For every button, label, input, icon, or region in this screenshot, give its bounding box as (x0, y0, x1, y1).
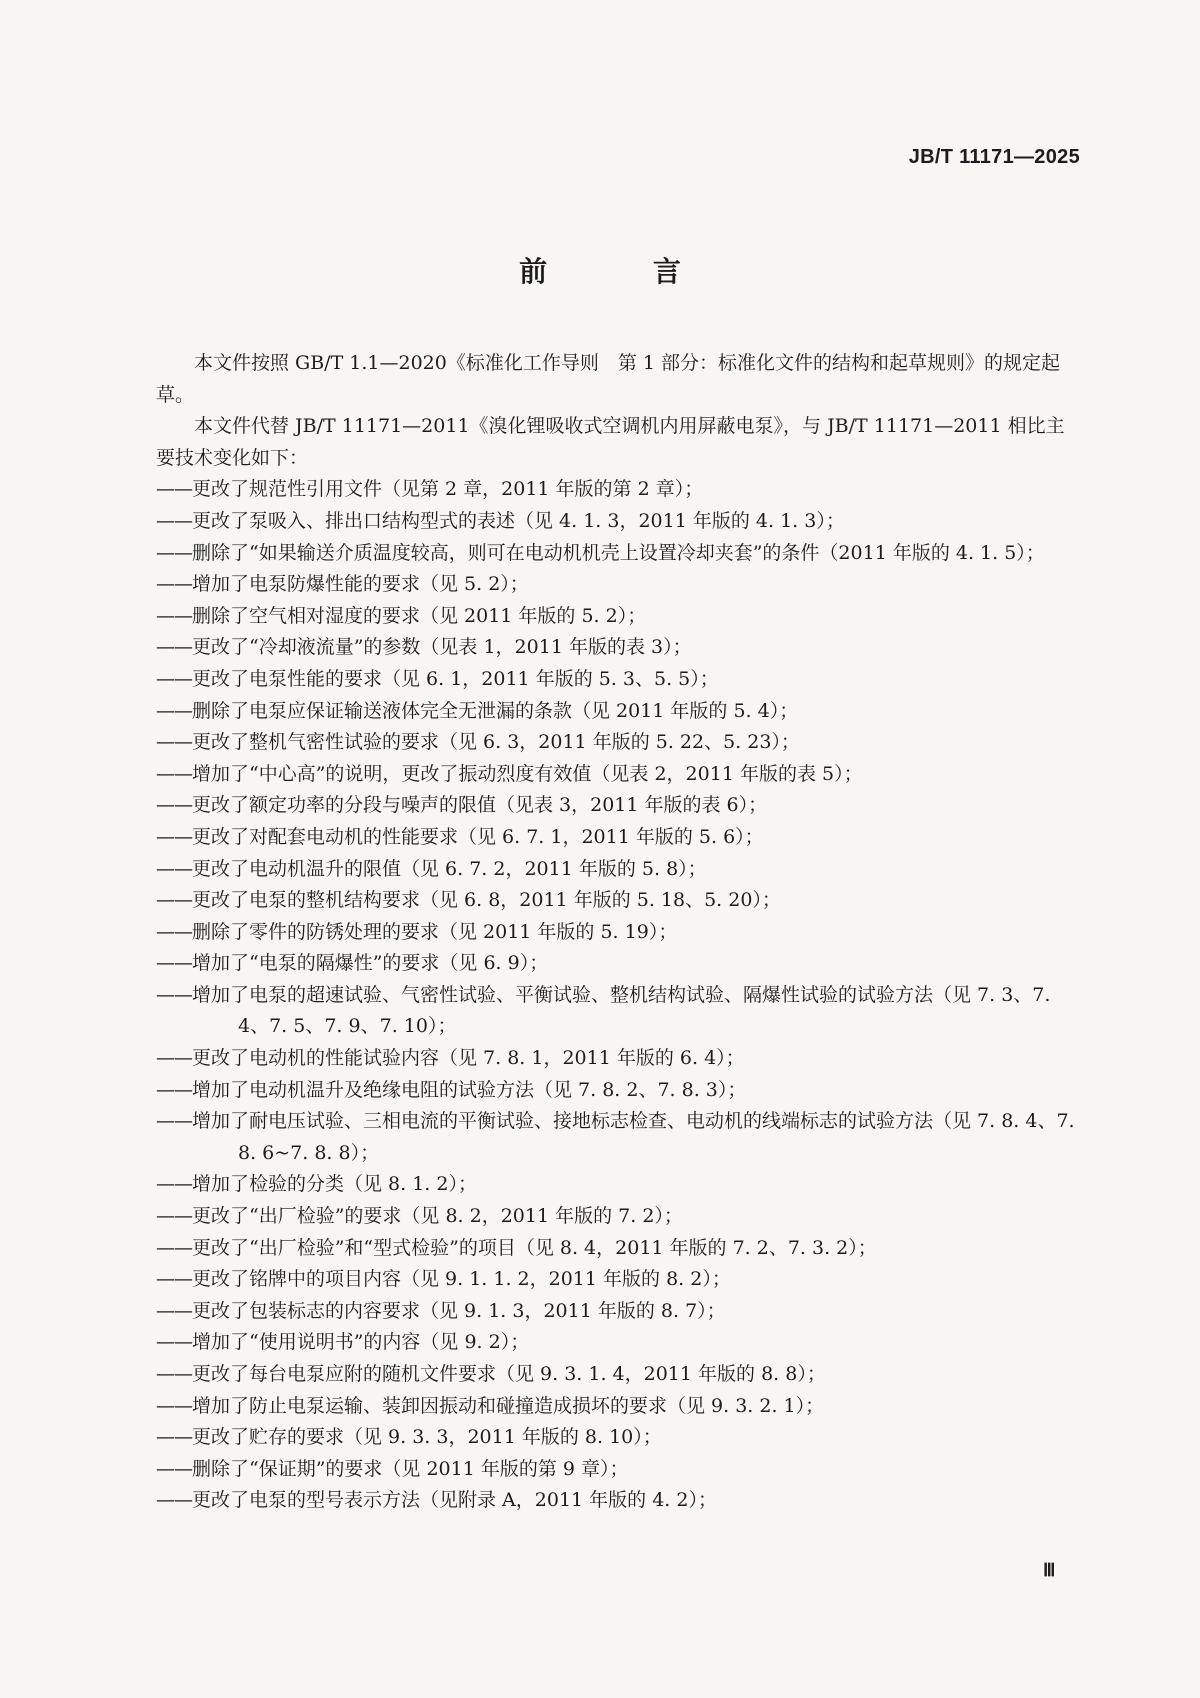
em-dash-marker: —— (156, 667, 192, 690)
change-item (156, 1106, 1082, 1169)
change-text: 更改了“冷却液流量”的参数（见表 1，2011 年版的表 3）； (192, 636, 692, 659)
change-text: 删除了电泵应保证输送液体完全无泄漏的条款（见 2011 年版的 5. 4）； (192, 699, 799, 722)
change-item (156, 1327, 1082, 1359)
em-dash-marker: —— (156, 1394, 192, 1417)
em-dash-marker: —— (156, 1331, 192, 1354)
em-dash-marker: —— (156, 1489, 192, 1512)
standard-code: JB/T 11171—2025 (908, 146, 1080, 168)
change-text: 更改了电泵的型号表示方法（见附录 A，2011 年版的 4. 2）； (192, 1489, 717, 1512)
change-item (156, 948, 1082, 980)
change-item (156, 474, 1082, 506)
change-item (156, 917, 1082, 949)
change-item (156, 980, 1082, 1043)
em-dash-marker: —— (156, 762, 192, 785)
em-dash-marker: —— (156, 1047, 192, 1070)
change-item (156, 1391, 1082, 1423)
em-dash-marker: —— (156, 604, 192, 627)
change-item (156, 790, 1082, 822)
change-text: 更改了对配套电动机的性能要求（见 6. 7. 1，2011 年版的 5. 6）； (192, 825, 764, 848)
em-dash-marker: —— (156, 509, 192, 532)
page-number: Ⅲ (1043, 1560, 1056, 1580)
change-text: 删除了空气相对湿度的要求（见 2011 年版的 5. 2）； (192, 604, 647, 627)
change-text: 删除了“保证期”的要求（见 2011 年版的第 9 章）； (192, 1457, 629, 1480)
em-dash-marker: —— (156, 857, 192, 880)
change-text: 更改了“出厂检验”的要求（见 8. 2，2011 年版的 7. 2）； (192, 1205, 683, 1228)
change-text: 更改了电动机的性能试验内容（见 7. 8. 1，2011 年版的 6. 4）； (192, 1047, 745, 1070)
change-item (156, 1233, 1082, 1265)
em-dash-marker: —— (156, 952, 192, 975)
em-dash-marker: —— (156, 889, 192, 912)
change-text: 增加了检验的分类（见 8. 1. 2）； (192, 1173, 477, 1196)
change-item (156, 885, 1082, 917)
em-dash-marker: —— (156, 1268, 192, 1291)
change-item (156, 727, 1082, 759)
intro-paragraph: 本文件按照 GB/T 1.1—2020《标准化工作导则 第 1 部分：标准化文件的结构和起草规则》的规定起草。 (156, 352, 1061, 406)
em-dash-marker: —— (156, 573, 192, 596)
change-item (156, 759, 1082, 791)
change-text: 增加了电泵防爆性能的要求（见 5. 2）； (192, 573, 529, 596)
em-dash-marker: —— (156, 825, 192, 848)
intro-paragraph: 本文件代替 JB/T 11171—2011《溴化锂吸收式空调机内用屏蔽电泵》，与 JB/T 11171—2011 相比主要技术变化如下： (156, 415, 1065, 469)
em-dash-marker: —— (156, 1205, 192, 1228)
page-title: 前 言 (519, 255, 729, 288)
change-text: 增加了耐电压试验、三相电流的平衡试验、接地标志检查、电动机的线端标志的试验方法（见 7. 8. 4、7. 8. 6~7. 8. 8）； (192, 1110, 1075, 1164)
change-item (156, 1485, 1082, 1517)
change-text: 更改了铭牌中的项目内容（见 9. 1. 1. 2，2011 年版的 8. 2）； (192, 1268, 731, 1291)
em-dash-marker: —— (156, 699, 192, 722)
change-item (156, 1169, 1082, 1201)
change-text: 更改了“出厂检验”和“型式检验”的项目（见 8. 4，2011 年版的 7. 2、7. 3. 2）； (192, 1236, 877, 1259)
change-item (156, 822, 1082, 854)
em-dash-marker: —— (156, 478, 192, 501)
change-text: 更改了规范性引用文件（见第 2 章，2011 年版的第 2 章）； (192, 478, 704, 501)
change-item (156, 1075, 1082, 1107)
change-text: 更改了电动机温升的限值（见 6. 7. 2，2011 年版的 5. 8）； (192, 857, 707, 880)
change-item (156, 854, 1082, 886)
change-text: 更改了包装标志的内容要求（见 9. 1. 3，2011 年版的 8. 7）； (192, 1299, 726, 1322)
em-dash-marker: —— (156, 1078, 192, 1101)
change-text: 更改了电泵性能的要求（见 6. 1，2011 年版的 5. 3、5. 5）； (192, 667, 719, 690)
em-dash-marker: —— (156, 983, 192, 1006)
change-item (156, 1422, 1082, 1454)
em-dash-marker: —— (156, 1236, 192, 1259)
change-item (156, 1296, 1082, 1328)
change-text: 更改了每台电泵应附的随机文件要求（见 9. 3. 1. 4，2011 年版的 8. 8）； (192, 1363, 826, 1385)
change-text: 更改了额定功率的分段与噪声的限值（见表 3，2011 年版的表 6）； (192, 794, 768, 817)
em-dash-marker: —— (156, 541, 192, 564)
change-item (156, 1454, 1082, 1486)
em-dash-marker: —— (156, 1363, 192, 1385)
change-item (156, 664, 1082, 696)
change-item (156, 1043, 1082, 1075)
change-text: 删除了“如果输送介质温度较高，则可在电动机机壳上设置冷却夹套”的条件（2011 年版的 4. 1. 5）； (192, 541, 1045, 564)
change-text: 增加了电动机温升及绝缘电阻的试验方法（见 7. 8. 2、7. 8. 3）； (192, 1078, 747, 1101)
em-dash-marker: —— (156, 1173, 192, 1196)
em-dash-marker: —— (156, 1457, 192, 1480)
change-item (156, 1359, 1082, 1391)
change-text: 删除了零件的防锈处理的要求（见 2011 年版的 5. 19）； (192, 920, 678, 943)
em-dash-marker: —— (156, 731, 192, 754)
em-dash-marker: —— (156, 794, 192, 817)
change-text: 增加了“使用说明书”的内容（见 9. 2）； (192, 1331, 530, 1354)
change-text: 更改了电泵的整机结构要求（见 6. 8，2011 年版的 5. 18、5. 20）； (192, 889, 781, 912)
change-item (156, 569, 1082, 601)
document-body (156, 348, 1082, 1517)
change-item (156, 601, 1082, 633)
change-item (156, 1264, 1082, 1296)
change-text: 增加了“中心高”的说明，更改了振动烈度有效值（见表 2，2011 年版的表 5）； (192, 762, 863, 785)
change-item (156, 538, 1082, 570)
change-text: 更改了整机气密性试验的要求（见 6. 3，2011 年版的 5. 22、5. 23）； (192, 731, 800, 754)
change-item (156, 696, 1082, 728)
change-item (156, 1201, 1082, 1233)
change-text: 更改了贮存的要求（见 9. 3. 3，2011 年版的 8. 10）； (192, 1426, 662, 1449)
em-dash-marker: —— (156, 636, 192, 659)
change-text: 更改了泵吸入、排出口结构型式的表述（见 4. 1. 3，2011 年版的 4. 1. 3）； (192, 509, 845, 532)
change-text: 增加了电泵的超速试验、气密性试验、平衡试验、整机结构试验、隔爆性试验的试验方法（见 7. 3、7. 4、7. 5、7. 9、7. 10）； (192, 983, 1051, 1038)
change-text: 增加了“电泵的隔爆性”的要求（见 6. 9）； (192, 952, 549, 975)
change-item (156, 632, 1082, 664)
change-text: 增加了防止电泵运输、装卸因振动和碰撞造成损坏的要求（见 9. 3. 2. 1）； (192, 1394, 825, 1417)
em-dash-marker: —— (156, 920, 192, 943)
change-item (156, 506, 1082, 538)
em-dash-marker: —— (156, 1426, 192, 1449)
technical-changes-list (156, 474, 1082, 1517)
em-dash-marker: —— (156, 1299, 192, 1322)
em-dash-marker: —— (156, 1110, 192, 1133)
